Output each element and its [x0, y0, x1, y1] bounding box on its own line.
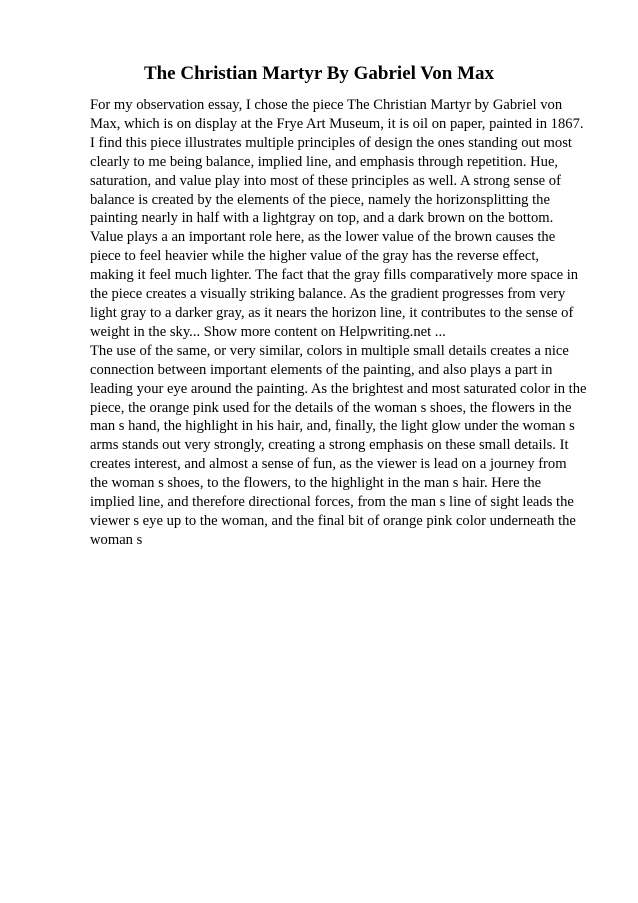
- text-line: I find this piece illustrates multiple principles of design the ones standing out most: [90, 134, 572, 151]
- text-line: balance is created by the elements of the piece, namely the horizonsplitting the: [90, 191, 550, 208]
- text-line: creates interest, and almost a sense of fun, as the viewer is lead on a journey from: [90, 456, 567, 473]
- text-line: woman s: [90, 531, 143, 548]
- text-line: piece, the orange pink used for the details of the woman s shoes, the flowers in the: [90, 399, 572, 416]
- text-line: man s hand, the highlight in his hair, and, finally, the light glow under the woman s: [90, 418, 575, 435]
- document-title: The Christian Martyr By Gabriel Von Max: [143, 63, 495, 84]
- text-line: piece to feel heavier while the higher value of the gray has the reverse effect,: [90, 248, 540, 265]
- text-line: the piece creates a visually striking balance. As the gradient progresses from very: [90, 286, 566, 303]
- text-line: the woman s shoes, to the flowers, to the highlight in the man s hair. Here the: [90, 475, 542, 492]
- document-body: [90, 96, 610, 550]
- text-line: viewer s eye up to the woman, and the final bit of orange pink color underneath the: [90, 512, 576, 529]
- text-line: light gray to a darker gray, as it nears the horizon line, it contributes to the sense of: [90, 304, 574, 321]
- text-line: painting nearly in half with a lightgray on top, and a dark brown on the bottom.: [90, 210, 554, 227]
- text-line: making it feel much lighter. The fact that the gray fills comparatively more space in: [90, 267, 579, 284]
- text-line: weight in the sky... Show more content on Helpwriting.net ...: [90, 323, 446, 340]
- text-line: connection between important elements of the painting, and also plays a part in: [90, 361, 553, 378]
- text-line: implied line, and therefore directional forces, from the man s line of sight leads the: [90, 494, 574, 511]
- text-line: arms stands out very strongly, creating a strong emphasis on these small details. It: [90, 437, 569, 454]
- text-line: Value plays a an important role here, as the lower value of the brown causes the: [90, 229, 556, 246]
- text-line: saturation, and value play into most of these principles as well. A strong sense of: [90, 172, 561, 189]
- text-line: clearly to me being balance, implied line, and emphasis through repetition. Hue,: [90, 153, 559, 170]
- text-line: leading your eye around the painting. As the brightest and most saturated color in the: [90, 380, 587, 397]
- text-line: For my observation essay, I chose the piece The Christian Martyr by Gabriel von: [90, 97, 563, 113]
- text-line: Max, which is on display at the Frye Art Museum, it is oil on paper, painted in 1867.: [90, 115, 584, 132]
- text-line: The use of the same, or very similar, colors in multiple small details creates a nice: [90, 342, 569, 359]
